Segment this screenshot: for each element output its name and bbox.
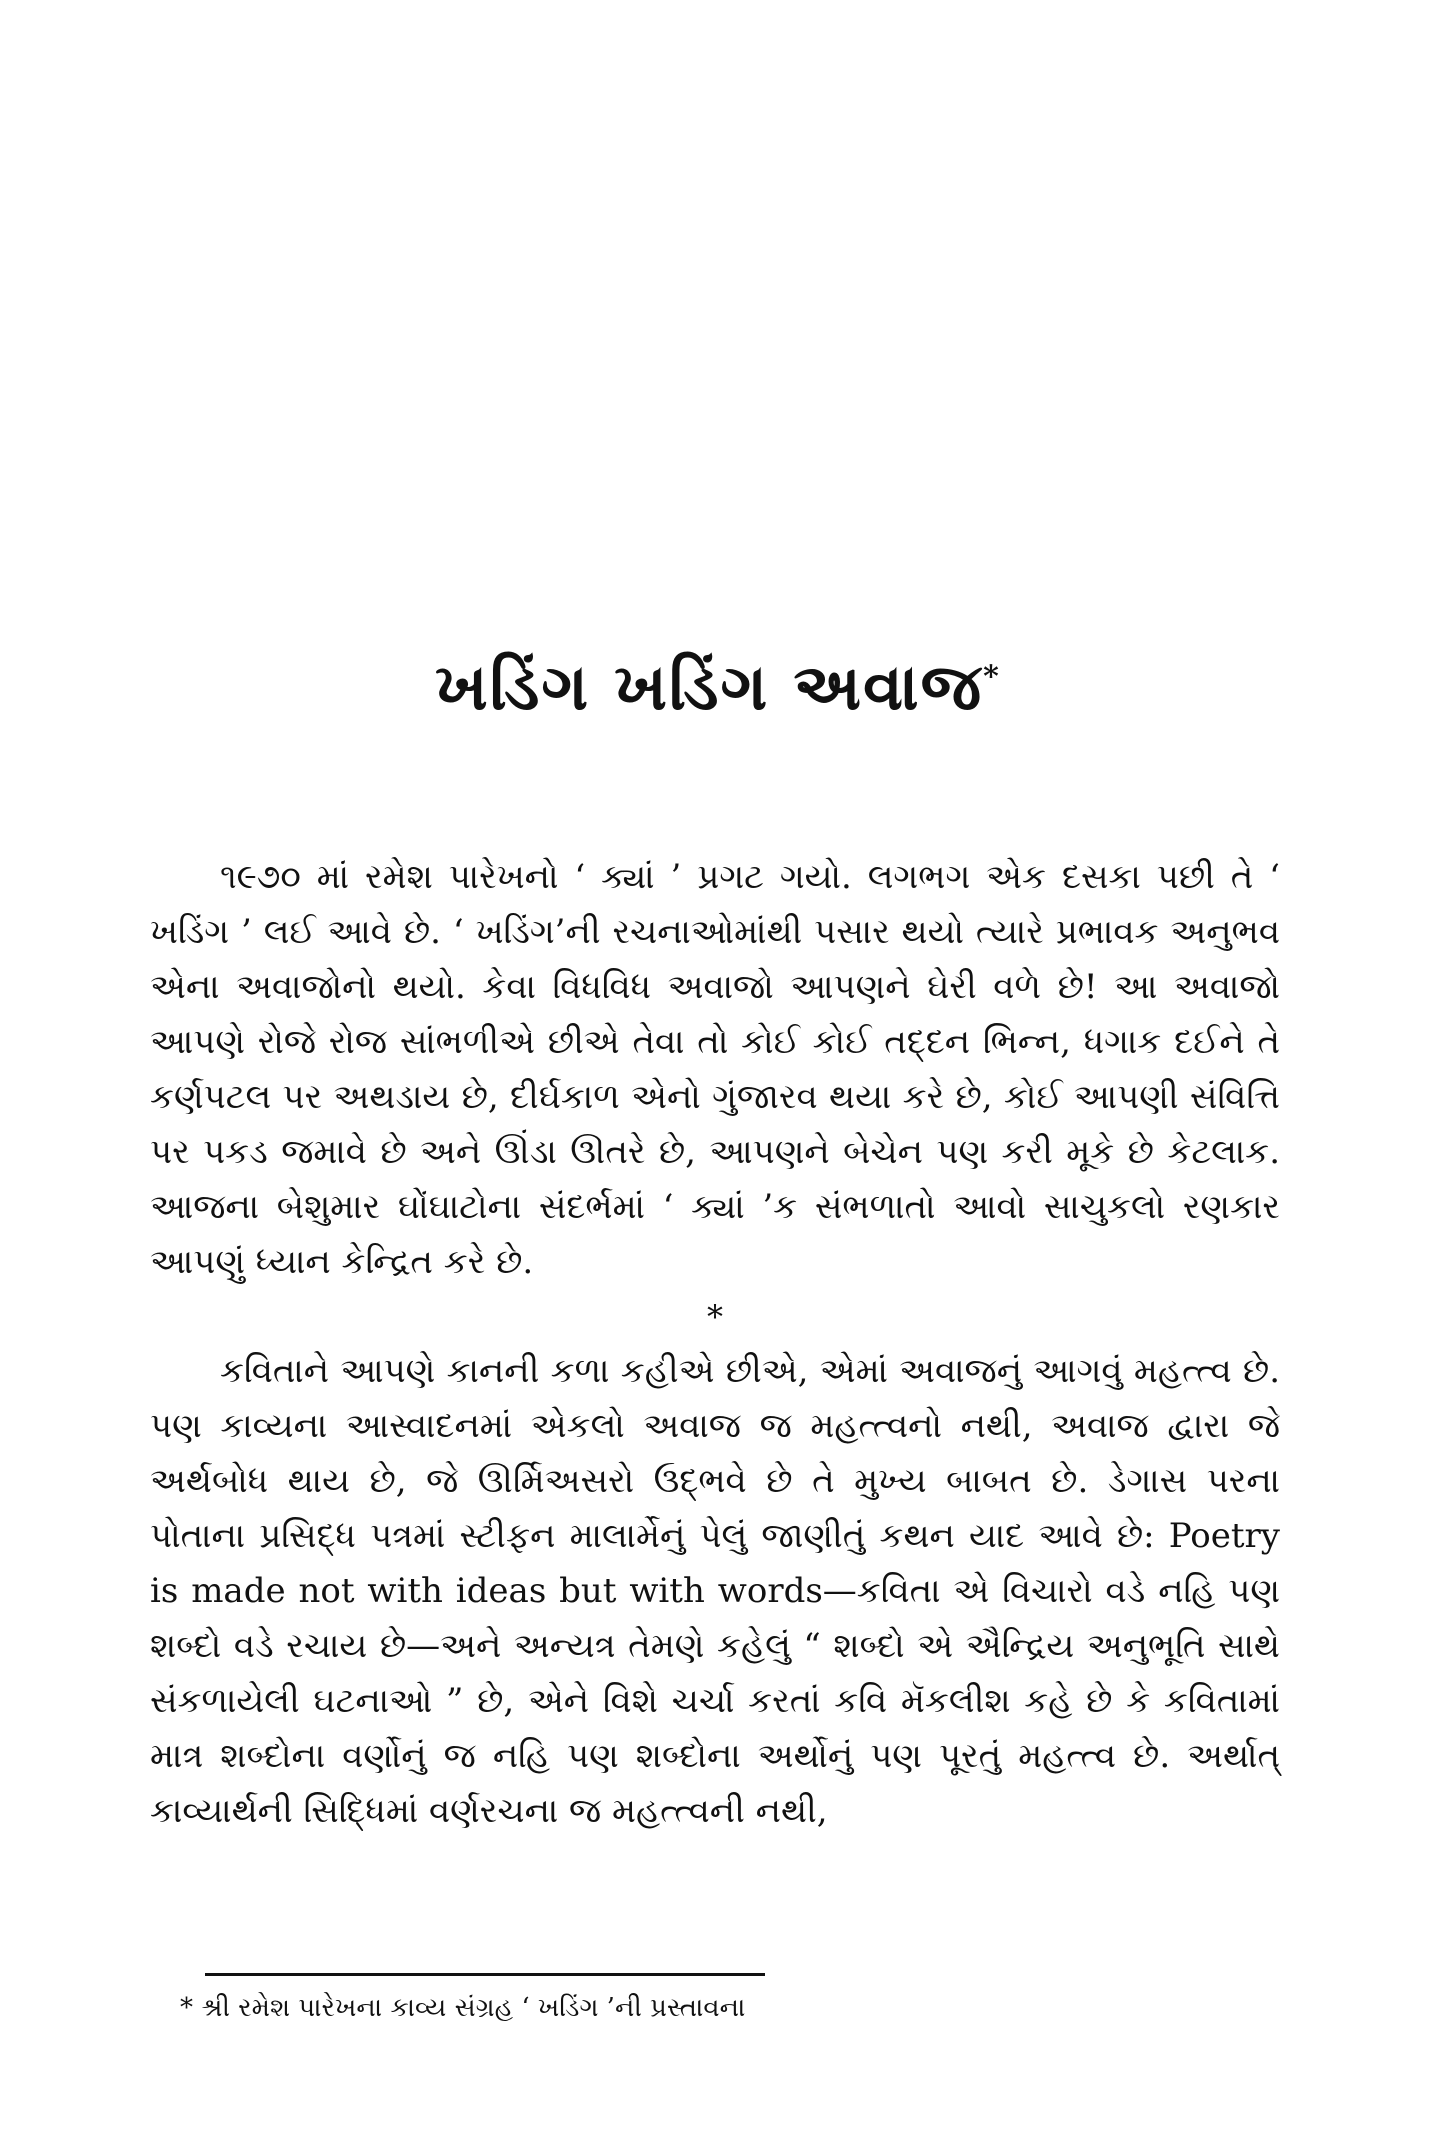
- footnote: * શ્રી રમેશ પારેખના કાવ્ય સંગ્રહ ‘ ખડિંગ ’ની પ્રસ્તાવના: [180, 1993, 746, 2023]
- section-separator: *: [707, 1298, 723, 1336]
- title-footnote-mark: *: [983, 659, 1001, 695]
- paragraph-2: કવિતાને આપણે કાનની કળા કહીએ છીએ, એમાં અવાજનું આગવું મહત્ત્વ છે. પણ કાવ્યના આસ્વાદનમાં એકલો અવાજ જ મહત્ત્વનો નથી, અવાજ દ્વારા જે અર્થબોધ થાય છે, જે ઊર્મિઅસરો ઉદ્ભવે છે તે મુખ્ય બાબત છે. ડેગાસ પરના પોતાના પ્રસિદ્ધ પત્રમાં સ્ટીફન માલાર્મેનું પેલું જાણીતું કથન યાદ આવે છે: Poetry is made not with ideas but with words—કવિતા એ વિચારો વડે નહિ પણ શબ્દો વડે રચાય છે—અને અન્યત્ર તેમણે કહેલું “ શબ્દો એ ઐન્દ્રિય અનુભૂતિ સાથે સંકળાયેલી ઘટનાઓ ” છે, એને વિશે ચર્ચા કરતાં કવિ મૅકલીશ કહે છે કે કવિતામાં માત્ર શબ્દોના વર્ણોનું જ નહિ પણ શબ્દોના અર્થોનું પણ પૂરતું મહત્ત્વ છે. અર્થાત્ કાવ્યાર્થની સિદ્ધિમાં વર્ણરચના જ મહત્ત્વની નથી,: [150, 1351, 1280, 1831]
- page-title: [0, 650, 1436, 725]
- paragraph-1: ૧૯૭૦ માં રમેશ પારેખનો ‘ ક્યાં ’ પ્રગટ ગયો. લગભગ એક દસકા પછી તે ‘ ખડિંગ ’ લઈ આવે છે. ‘ ખડિંગ’ની રચનાઓમાંથી પસાર થયો ત્યારે પ્રભાવક અનુભવ એના અવાજોનો થયો. કેવા વિધવિધ અવાજો આપણને ઘેરી વળે છે! આ અવાજો આપણે રોજે રોજ સાંભળીએ છીએ તેવા તો કોઈ કોઈ તદ્દન ભિન્ન, ધગાક દઈને તે કર્ણપટલ પર અથડાય છે, દીર્ઘકાળ એનો ગુંજારવ થયા કરે છે, કોઈ આપણી સંવિત્તિ પર પકડ જમાવે છે અને ઊંડા ઊતરે છે, આપણને બેચેન પણ કરી મૂકે છે કેટલાક. આજના બેશુમાર ઘોંઘાટોના સંદર્ભમાં ‘ ક્યાં ’ક સંભળાતો આવો સાચુકલો રણકાર આપણું ધ્યાન કેન્દ્રિત કરે છે.: [150, 857, 1280, 1282]
- title-text: ખડિંગ ખડિંગ અવાજ: [435, 650, 984, 725]
- body-text: [150, 850, 1280, 1839]
- footnote-rule: [205, 1973, 765, 1976]
